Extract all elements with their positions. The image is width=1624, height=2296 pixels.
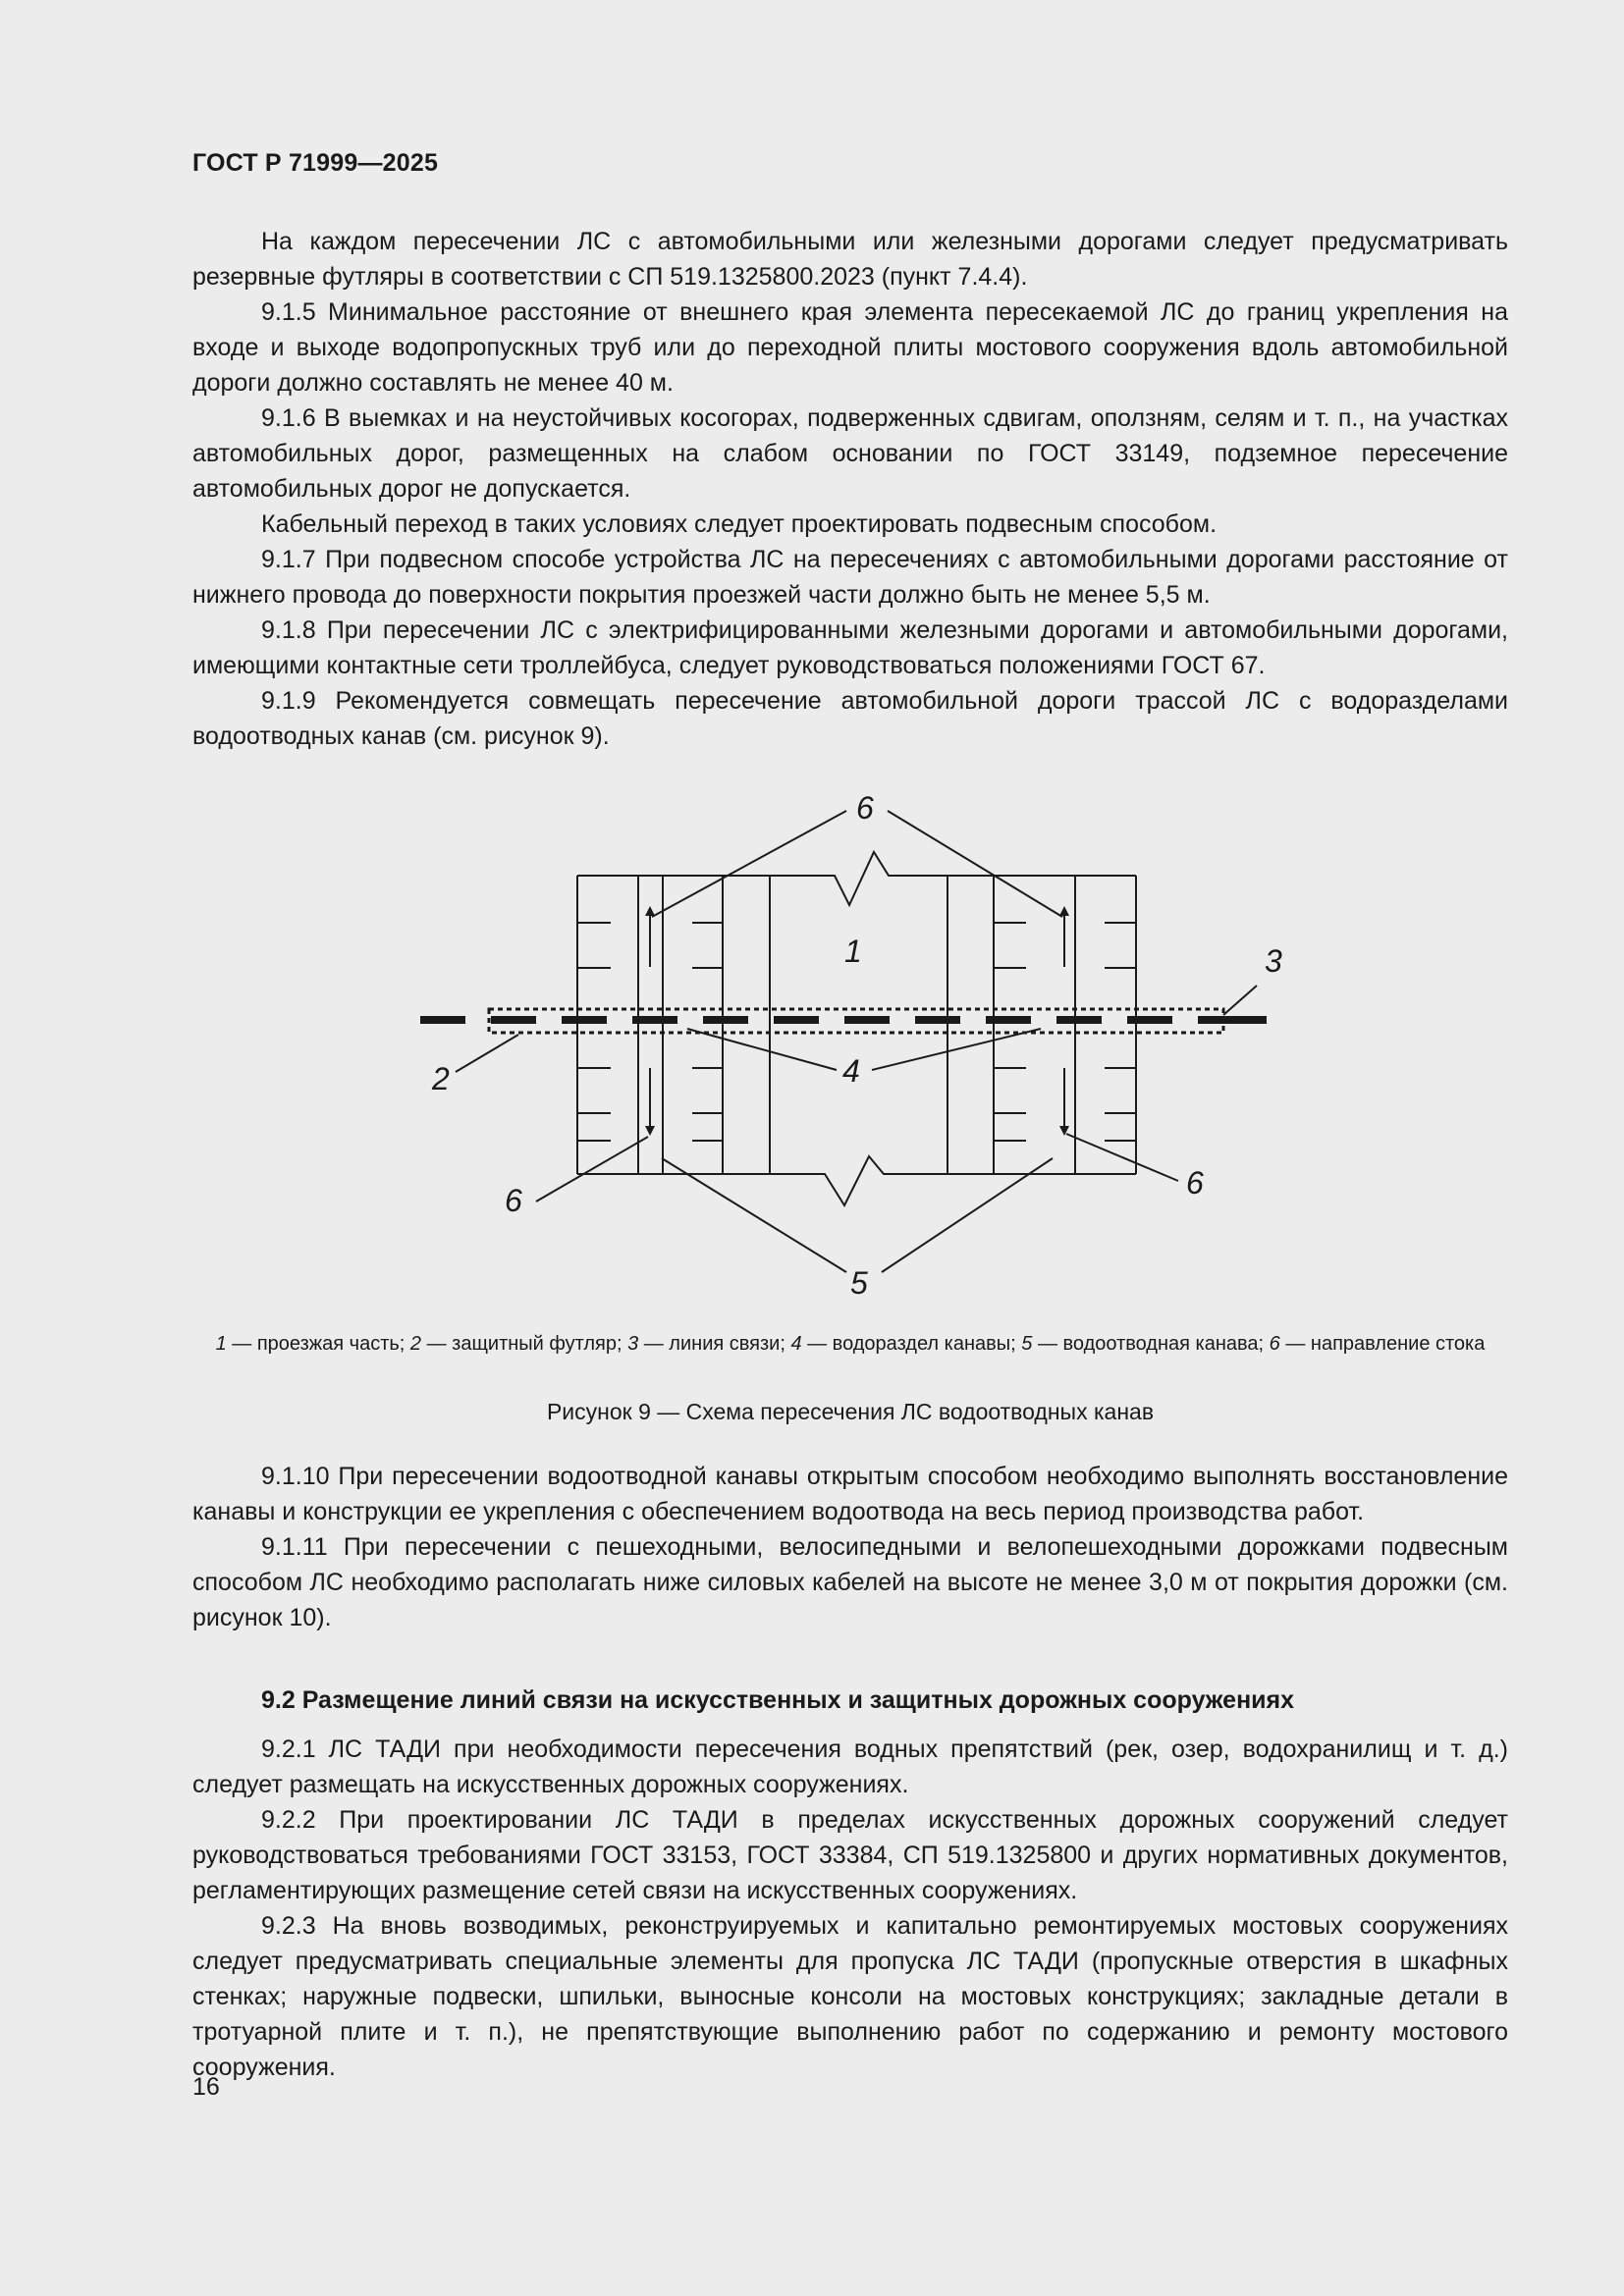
label-4: 4 bbox=[842, 1053, 860, 1089]
legend-num: 1 bbox=[215, 1333, 227, 1355]
label-2: 2 bbox=[432, 1061, 450, 1096]
section-heading: 9.2 Размещение линий связи на искусственных и защитных дорожных сооружениях bbox=[261, 1686, 1295, 1714]
leader-5-right bbox=[882, 1158, 1053, 1272]
leader-2 bbox=[456, 1035, 518, 1072]
leader-3 bbox=[1223, 986, 1257, 1015]
paragraph: На каждом пересечении ЛС с автомобильными или железными дорогами следует предусматривать резервные футляры в соответствии с СП 519.1325800.2023 (пункт 7.4.4). bbox=[192, 228, 1508, 291]
paragraph: 9.1.6 В выемках и на неустойчивых косогорах, подверженных сдвигам, оползням, селям и т. п., на участках автомобильных дорог, размещенных на слабом основании по ГОСТ 33149, подземное пересечение автомобильных дорог не допускается. bbox=[192, 404, 1508, 503]
bottom-boundary-break bbox=[577, 1156, 1136, 1205]
text-block-bottom bbox=[192, 1732, 1508, 2085]
leader-6-top-right bbox=[888, 811, 1062, 917]
paragraph: 9.1.5 Минимальное расстояние от внешнего края элемента пересекаемой ЛС до границ укрепления на входе и выходе водопропускных труб или до переходной плиты мостового сооружения вдоль автомобильной дороги должно составлять не менее 40 м. bbox=[192, 298, 1508, 397]
page-number: 16 bbox=[192, 2073, 220, 2101]
document-header: ГОСТ Р 71999—2025 bbox=[192, 149, 439, 177]
legend-num: 5 bbox=[1021, 1333, 1033, 1355]
label-6-bottom-left: 6 bbox=[505, 1183, 522, 1218]
paragraph: 9.1.10 При пересечении водоотводной канавы открытым способом необходимо выполнять восстановление канавы и конструкции ее укрепления с обеспечением водоотвода на весь период производства работ. bbox=[192, 1463, 1508, 1525]
leader-6-top-left bbox=[652, 811, 846, 917]
legend-num: 2 bbox=[409, 1333, 422, 1355]
legend-text: — направление стока bbox=[1279, 1333, 1486, 1355]
paragraph: 9.2.2 При проектировании ЛС ТАДИ в пределах искусственных дорожных сооружений следует руководствоваться требованиями ГОСТ 33153, ГОСТ 33384, СП 519.1325800 и других нормативных документов, регламентирующих размещение сетей связи на искусственных сооружениях. bbox=[192, 1806, 1508, 1904]
paragraph: 9.2.3 На вновь возводимых, реконструируемых и капитально ремонтируемых мостовых сооружениях следует предусматривать специальные элементы для пропуска ЛС ТАДИ (пропускные отверстия в шкафных стенках; наружные подвески, шпильки, выносные консоли на мостовых конструкциях; закладные детали в тротуарной плите и т. п.), не препятствующие выполнению работ по содержанию и ремонту мостового сооружения. bbox=[192, 1912, 1508, 2081]
paragraph: 9.1.11 При пересечении с пешеходными, велосипедными и велопешеходными дорожками подвесным способом ЛС необходимо располагать ниже силовых кабелей на высоте не менее 3,0 м от покрытия дорожки (см. рисунок 10). bbox=[192, 1533, 1508, 1631]
label-1: 1 bbox=[844, 934, 862, 969]
paragraph: Кабельный переход в таких условиях следует проектировать подвесным способом. bbox=[261, 510, 1218, 538]
top-boundary-break bbox=[577, 852, 1136, 905]
paragraph: 9.2.1 ЛС ТАДИ при необходимости пересечения водных препятствий (рек, озер, водохранилищ и т. д.) следует размещать на искусственных дорожных сооружениях. bbox=[192, 1735, 1508, 1798]
paragraph: 9.1.8 При пересечении ЛС с электрифицированными железными дорогами и автомобильными дорогами, имеющими контактные сети троллейбуса, следует руководствоваться положениями ГОСТ 67. bbox=[192, 616, 1508, 679]
figure-caption: Рисунок 9 — Схема пересечения ЛС водоотводных канав bbox=[546, 1399, 1155, 1424]
leader-4-right bbox=[872, 1029, 1041, 1070]
crossing-scheme-svg bbox=[412, 785, 1296, 1315]
label-6-top: 6 bbox=[856, 790, 874, 826]
leader-5-left bbox=[662, 1158, 846, 1272]
legend-text: — линия связи; bbox=[638, 1333, 791, 1355]
label-5: 5 bbox=[850, 1265, 868, 1301]
legend-num: 4 bbox=[790, 1333, 802, 1355]
figure-legend bbox=[192, 1330, 1508, 1358]
paragraph: 9.1.9 Рекомендуется совмещать пересечение автомобильной дороги трассой ЛС с водоразделами водоотводных канав (см. рисунок 9). bbox=[192, 687, 1508, 750]
legend-text: — водоотводная канава; bbox=[1032, 1333, 1270, 1355]
label-3: 3 bbox=[1265, 943, 1282, 979]
legend-text: — водораздел канавы; bbox=[801, 1333, 1022, 1355]
legend-text: — защитный футляр; bbox=[421, 1333, 628, 1355]
label-6-bottom-right: 6 bbox=[1186, 1165, 1204, 1201]
text-block-middle bbox=[192, 1459, 1508, 1635]
legend-num: 3 bbox=[627, 1333, 639, 1355]
figure-9-diagram bbox=[412, 785, 1296, 1315]
legend-text: — проезжая часть; bbox=[226, 1333, 410, 1355]
legend-num: 6 bbox=[1269, 1333, 1280, 1355]
leader-6-bottom-left bbox=[536, 1137, 648, 1201]
leader-4-left bbox=[687, 1029, 837, 1070]
text-block-top bbox=[192, 224, 1508, 754]
paragraph: 9.1.7 При подвесном способе устройства ЛС на пересечениях с автомобильными дорогами расстояние от нижнего провода до поверхности покрытия проезжей части должно быть не менее 5,5 м. bbox=[192, 546, 1508, 609]
